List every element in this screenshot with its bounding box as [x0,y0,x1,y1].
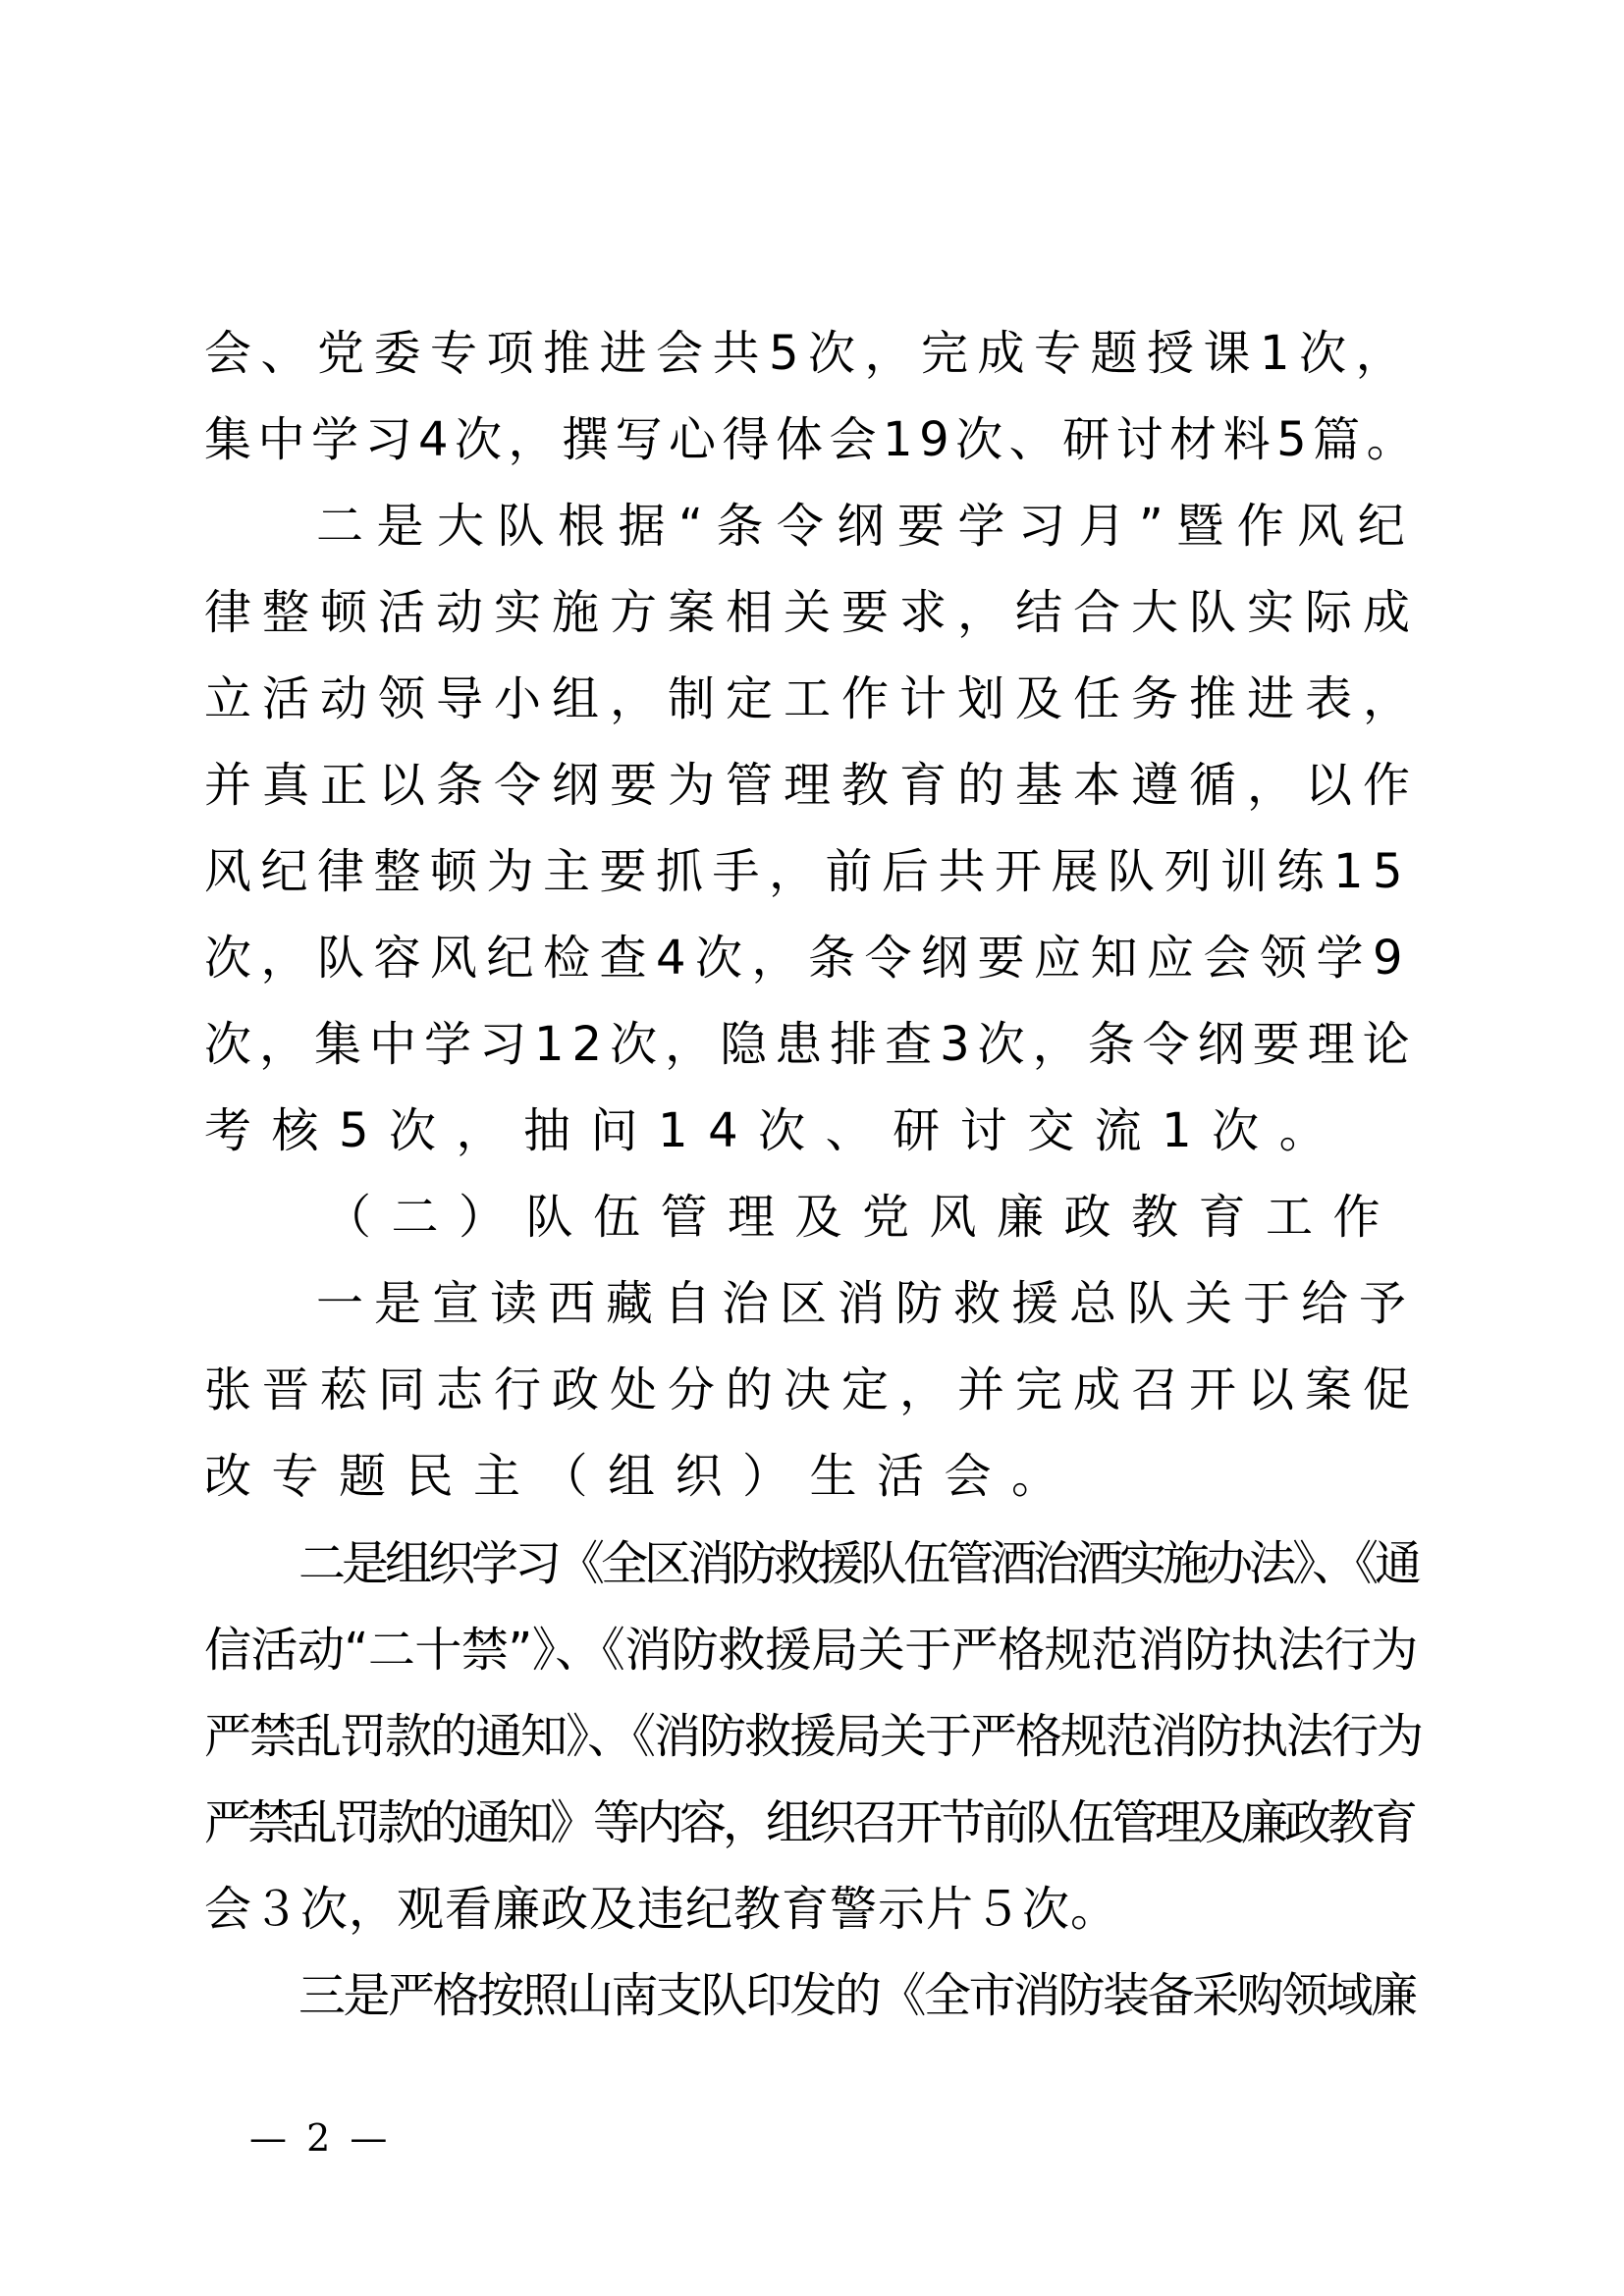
text-line: 立活动领导小组，制定工作计划及任务推进表， [204,671,1422,726]
text-line: 风纪律整顿为主要抓手，前后共开展队列训练15 [204,844,1413,899]
text-line: 律整顿活动实施方案相关要求，结合大队实际成 [204,585,1422,640]
text-line: 二是组织学习《全区消防救援队伍管酒治酒实施办法》、《通 [298,1536,1419,1591]
text-line: 集中学习4次，撰写心得体会19次、研讨材料5篇。 [204,412,1421,467]
text-line: 会３次，观看廉政及违纪教育警示片５次。 [204,1882,1119,1937]
section-heading: （二）队伍管理及党风廉政教育工作 [324,1190,1401,1245]
text-line: 张晋菘同志行政处分的决定，并完成召开以案促 [204,1362,1422,1417]
text-line: 次，集中学习12次，隐患排查3次，条令纲要理论 [204,1017,1418,1072]
text-line: 一是宣读西藏自治区消防救援总队关于给予 [316,1276,1418,1331]
text-line: 并真正以条令纲要为管理教育的基本遵循，以作 [204,758,1422,813]
text-line: 会、党委专项推进会共5次，完成专题授课1次， [204,326,1413,381]
text-line: 三是严格按照山南支队印发的《全市消防装备采购领域廉 [298,1968,1416,2023]
text-line: 考核5次，抽问14次、研讨交流1次。 [204,1103,1347,1158]
text-line: 严禁乱罚款的通知》等内容，组织召开节前队伍管理及廉政教育 [204,1795,1415,1850]
text-line: 严禁乱罚款的通知》、《消防救援局关于严格规范消防执法行为 [204,1709,1423,1764]
text-line: 信活动“二十禁”》、《消防救援局关于严格规范消防执法行为 [204,1623,1418,1678]
text-line: 改专题民主（组织）生活会。 [204,1449,1079,1504]
text-line: 次，队容风纪检查4次，条令纲要应知应会领学9 [204,931,1413,986]
text-line: 二是大队根据“条令纲要学习月”暨作风纪 [316,499,1419,554]
page-number: — 2 — [249,2116,392,2160]
